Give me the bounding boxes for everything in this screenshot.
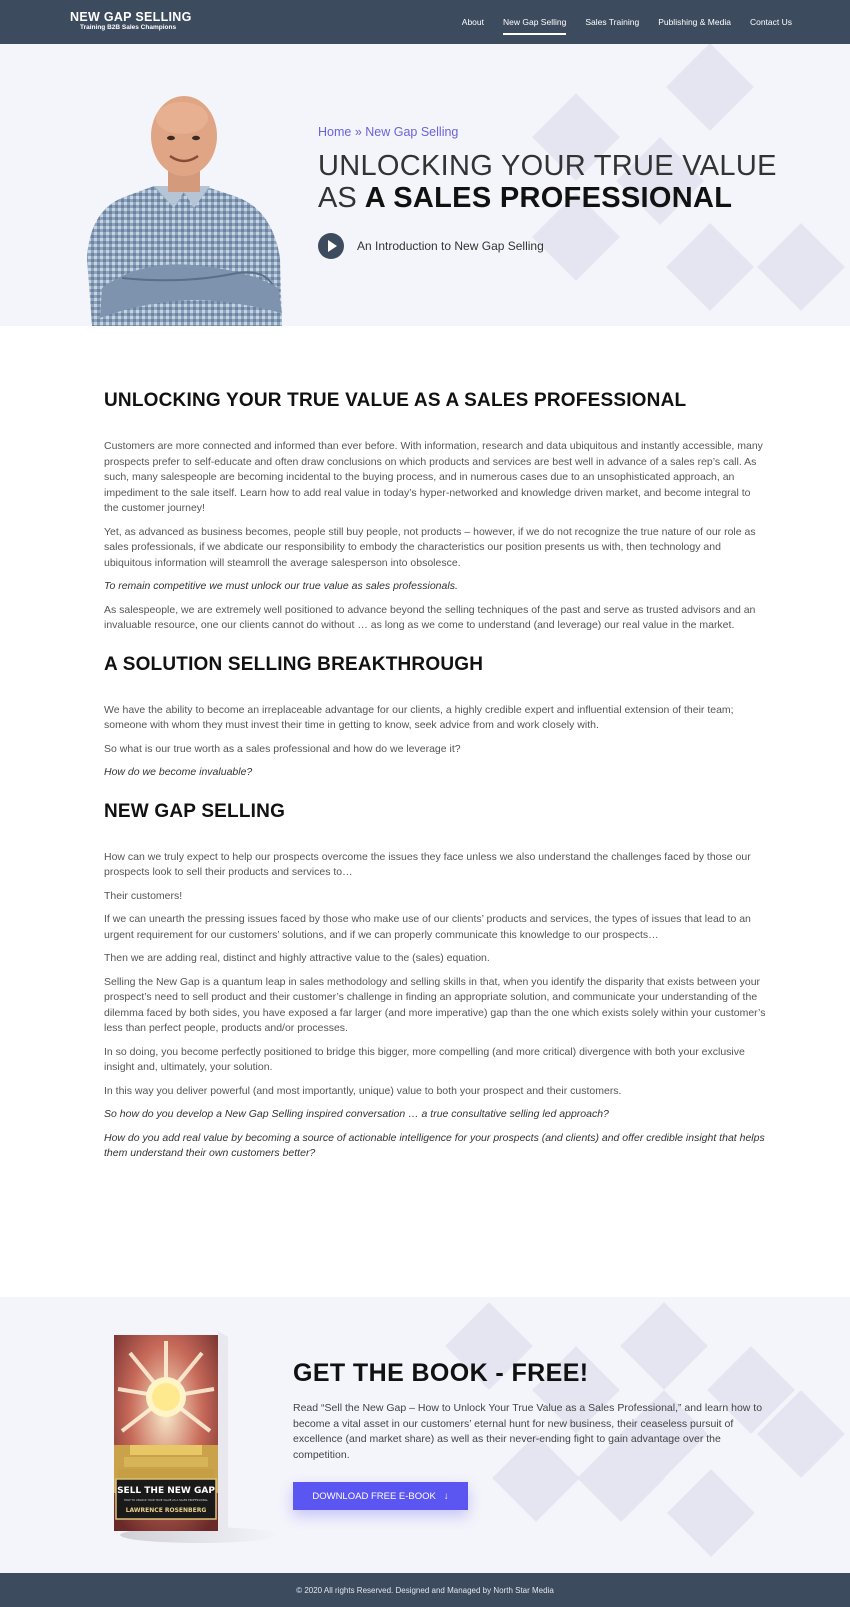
decor-diamond	[666, 223, 754, 311]
paragraph: If we can unearth the pressing issues faced by those who make use of our clients’ products and services, the types of issues that lead to an urgent requirement for our customers’ solutions, and if we can properly communicate this knowledge to our prospects…	[104, 913, 751, 941]
section-heading: UNLOCKING YOUR TRUE VALUE AS A SALES PROFESSIONAL	[104, 390, 687, 411]
nav-item-publishing-media[interactable]: Publishing & Media	[658, 17, 731, 27]
hero-title-line2-bold: A SALES PROFESSIONAL	[364, 182, 733, 214]
nav-item-new-gap-selling[interactable]: New Gap Selling	[503, 11, 566, 33]
nav-item-sales-training[interactable]: Sales Training	[585, 17, 640, 27]
nav-item-contact-us[interactable]: Contact Us	[749, 17, 792, 27]
decor-diamond	[667, 1469, 755, 1557]
hero-title	[318, 150, 777, 214]
paragraph: As salespeople, we are extremely well positioned to advance beyond the selling techniques of the past and serve as trusted advisors and an invaluable resource, one our clients cannot do without … as long as we come to understand (and leverage) our real value in the market.	[104, 603, 756, 631]
paragraph: In this way you deliver powerful (and most importantly, unique) value to both your prospect and their customers.	[104, 1084, 622, 1097]
decor-diamond	[757, 223, 845, 311]
presenter-photo	[82, 88, 287, 326]
paragraph-italic: How do we become invaluable?	[104, 766, 253, 778]
book-cover-subtitle: HOW TO UNLOCK YOUR TRUE VALUE AS A SALES PROFESSIONAL	[124, 1499, 208, 1502]
paragraph: Then we are adding real, distinct and highly attractive value to the (sales) equation.	[104, 952, 490, 964]
book-cover-image[interactable]	[110, 1327, 280, 1547]
play-icon[interactable]	[318, 233, 344, 259]
site-footer	[0, 1573, 850, 1607]
section-heading: A SOLUTION SELLING BREAKTHROUGH	[104, 653, 484, 675]
hero-title-line1: UNLOCKING YOUR TRUE VALUE	[318, 150, 777, 182]
breadcrumb-current: New Gap Selling	[365, 125, 459, 139]
download-ebook-button[interactable]	[293, 1482, 468, 1510]
hero-title-line2	[318, 182, 777, 214]
hero-banner	[0, 44, 850, 326]
decor-diamond	[666, 44, 754, 131]
paragraph: Their customers!	[104, 889, 183, 902]
paragraph: In so doing, you become perfectly positioned to bridge this bigger, more compelling (and more critical) divergence with both your exclusive insight and, ultimately, your solution.	[104, 1045, 745, 1073]
logo-subtitle: Training B2B Sales Champions	[80, 24, 177, 31]
decor-diamond	[620, 1302, 708, 1390]
download-button-label: DOWNLOAD FREE E-BOOK	[312, 1490, 436, 1502]
logo-title: NEW GAP SELLING	[70, 10, 192, 24]
book-cover-title: SELL THE NEW GAP	[117, 1486, 215, 1496]
book-promo	[0, 1297, 850, 1573]
paragraph: Customers are more connected and informed than ever before. With information, research and data ubiquitous and instantly accessible, many prospects prefer to self-educate and often draw conclusions on which products and services are best well in advance of a sales rep’s call. As such, many salespeople are becoming incidental to the buying process, and in numerous cases due to an unsophisticated approach, an impediment to the sale itself. Learn how to add real value in today’s hyper-networked and knowledge driven market, and become integral to the customer journey!	[104, 440, 763, 514]
site-header	[0, 0, 850, 44]
paragraph-italic: How do you add real value by becoming a source of actionable intelligence for your prospects (and clients) and offer credible insight that helps them understand their own customers better?	[104, 1131, 765, 1159]
breadcrumb-separator: »	[354, 125, 362, 139]
nav-item-about[interactable]: About	[461, 17, 484, 27]
hero-title-line2-prefix: AS	[318, 182, 357, 214]
intro-video-label[interactable]: An Introduction to New Gap Selling	[357, 239, 544, 253]
main-content	[104, 390, 768, 1170]
paragraph: Yet, as advanced as business becomes, people still buy people, not products – however, if we do not recognize the true nature of our role as sales professionals, if we abdicate our responsibility to embody the characteristics our position presents us with, then technology and ubiquitous information will steamroll the average salesperson into obsolesce.	[104, 525, 756, 569]
paragraph: How can we truly expect to help our prospects overcome the issues they face unless we also understand the challenges faced by those our prospects look to sell their products and services to…	[104, 850, 751, 878]
paragraph: So what is our true worth as a sales professional and how do we leverage it?	[104, 742, 461, 755]
breadcrumb	[318, 125, 458, 139]
footer-copyright: © 2020 All rights Reserved. Designed and Managed by North Star Media	[296, 1585, 554, 1595]
paragraph-italic: To remain competitive we must unlock our true value as sales professionals.	[104, 580, 458, 592]
paragraph: We have the ability to become an irreplaceable advantage for our clients, a highly credible expert and influential extension of their team; someone with whom they must invest their time in getting to know, seek advice from and work closely with.	[104, 703, 734, 731]
paragraph: Selling the New Gap is a quantum leap in sales methodology and selling skills in that, when you identify the disparity that exists between your prospect’s need to sell product and their customer’s challenge in finding an appropriate solution, and communicate your understanding of the dilemma faced by both sides, you have exposed a far larger (and more imperative) gap than the one which exists solely within your customer’s less than perfect people, products and/or processes.	[104, 975, 766, 1034]
intro-video-link[interactable]	[318, 233, 544, 259]
paragraph-italic: So how do you develop a New Gap Selling inspired conversation … a true consultative selling led approach?	[104, 1108, 609, 1120]
section-heading: NEW GAP SELLING	[104, 800, 286, 822]
main-nav	[462, 0, 792, 44]
breadcrumb-home[interactable]: Home	[318, 125, 352, 139]
book-title: GET THE BOOK - FREE!	[293, 1359, 589, 1387]
arrow-down-icon: ↓	[443, 1490, 449, 1502]
book-cover-author: LAWRENCE ROSENBERG	[125, 1507, 207, 1514]
book-description: Read “Sell the New Gap – How to Unlock Your True Value as a Sales Professional,” and learn how to become a vital asset in our customers’ eternal hunt for new business, their ceaseless pursuit of excellence (and market share) as well as their never-ending fight to gain advantage over the competition.	[293, 1402, 763, 1461]
site-logo[interactable]	[70, 11, 192, 32]
